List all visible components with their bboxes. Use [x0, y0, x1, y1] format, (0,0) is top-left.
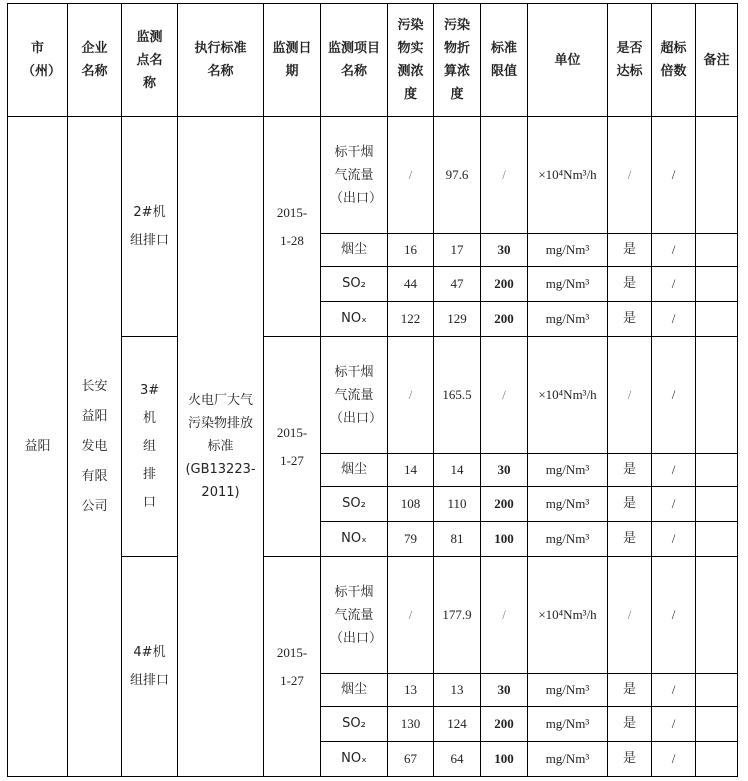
converted-cell: 64: [434, 742, 481, 777]
remark-cell: [696, 267, 738, 302]
measured-cell: 14: [388, 454, 434, 487]
exceed-cell: /: [652, 522, 696, 557]
header-standard: 执行标准名称: [178, 4, 264, 117]
measured-cell: 79: [388, 522, 434, 557]
limit-cell: /: [481, 557, 528, 674]
exceed-cell: /: [652, 674, 696, 707]
exceed-cell: /: [652, 337, 696, 454]
header-exceed: 超标倍数: [652, 4, 696, 117]
item-cell: 烟尘: [321, 234, 388, 267]
remark-cell: [696, 557, 738, 674]
item-cell: NOₓ: [321, 522, 388, 557]
table-body: [8, 117, 738, 777]
measured-cell: 67: [388, 742, 434, 777]
measured-cell: /: [388, 117, 434, 234]
converted-cell: 97.6: [434, 117, 481, 234]
compliant-cell: 是: [608, 267, 652, 302]
exceed-cell: /: [652, 302, 696, 337]
limit-cell: 200: [481, 707, 528, 742]
measured-cell: /: [388, 557, 434, 674]
exceed-cell: /: [652, 487, 696, 522]
header-limit: 标准限值: [481, 4, 528, 117]
unit-cell: ×10⁴Nm³/h: [528, 337, 608, 454]
unit-cell: mg/Nm³: [528, 522, 608, 557]
compliant-cell: 是: [608, 522, 652, 557]
converted-cell: 47: [434, 267, 481, 302]
converted-cell: 177.9: [434, 557, 481, 674]
converted-cell: 17: [434, 234, 481, 267]
remark-cell: [696, 674, 738, 707]
remark-cell: [696, 487, 738, 522]
converted-cell: 13: [434, 674, 481, 707]
unit-cell: mg/Nm³: [528, 674, 608, 707]
compliant-cell: 是: [608, 742, 652, 777]
date-cell: 2015-1-27: [264, 557, 321, 777]
remark-cell: [696, 234, 738, 267]
limit-cell: 100: [481, 742, 528, 777]
compliant-cell: /: [608, 117, 652, 234]
table-row: [8, 117, 738, 234]
compliant-cell: /: [608, 557, 652, 674]
item-cell: NOₓ: [321, 302, 388, 337]
point-cell: 3#机组排口: [122, 337, 178, 557]
exceed-cell: /: [652, 267, 696, 302]
company-cell: 长安益阳发电有限公司: [68, 117, 122, 777]
item-cell: SO₂: [321, 267, 388, 302]
unit-cell: mg/Nm³: [528, 234, 608, 267]
exceed-cell: /: [652, 117, 696, 234]
measured-cell: 13: [388, 674, 434, 707]
item-cell: 烟尘: [321, 454, 388, 487]
compliant-cell: 是: [608, 302, 652, 337]
remark-cell: [696, 454, 738, 487]
header-city: 市（州）: [8, 4, 68, 117]
converted-cell: 14: [434, 454, 481, 487]
header-converted: 污染物折算浓度: [434, 4, 481, 117]
exceed-cell: /: [652, 742, 696, 777]
remark-cell: [696, 707, 738, 742]
limit-cell: 30: [481, 234, 528, 267]
compliant-cell: 是: [608, 674, 652, 707]
item-cell: 标干烟气流量（出口）: [321, 557, 388, 674]
measured-cell: 16: [388, 234, 434, 267]
converted-cell: 110: [434, 487, 481, 522]
compliant-cell: 是: [608, 234, 652, 267]
header-company: 企业名称: [68, 4, 122, 117]
limit-cell: 200: [481, 267, 528, 302]
converted-cell: 81: [434, 522, 481, 557]
point-cell: 2#机组排口: [122, 117, 178, 337]
item-cell: NOₓ: [321, 742, 388, 777]
remark-cell: [696, 742, 738, 777]
converted-cell: 165.5: [434, 337, 481, 454]
remark-cell: [696, 302, 738, 337]
unit-cell: mg/Nm³: [528, 742, 608, 777]
compliant-cell: 是: [608, 454, 652, 487]
unit-cell: mg/Nm³: [528, 302, 608, 337]
item-cell: 标干烟气流量（出口）: [321, 117, 388, 234]
measured-cell: 44: [388, 267, 434, 302]
limit-cell: /: [481, 117, 528, 234]
unit-cell: mg/Nm³: [528, 707, 608, 742]
item-cell: 烟尘: [321, 674, 388, 707]
header-unit: 单位: [528, 4, 608, 117]
compliant-cell: 是: [608, 707, 652, 742]
limit-cell: 30: [481, 454, 528, 487]
limit-cell: 200: [481, 302, 528, 337]
header-point: 监测点名称: [122, 4, 178, 117]
unit-cell: mg/Nm³: [528, 487, 608, 522]
header-compliant: 是否达标: [608, 4, 652, 117]
remark-cell: [696, 522, 738, 557]
monitoring-table: [7, 3, 738, 777]
city-cell: 益阳: [8, 117, 68, 777]
header-measured: 污染物实测浓度: [388, 4, 434, 117]
date-cell: 2015-1-28: [264, 117, 321, 337]
exceed-cell: /: [652, 557, 696, 674]
unit-cell: mg/Nm³: [528, 267, 608, 302]
measured-cell: 122: [388, 302, 434, 337]
measured-cell: 130: [388, 707, 434, 742]
unit-cell: mg/Nm³: [528, 454, 608, 487]
header-item: 监测项目名称: [321, 4, 388, 117]
item-cell: SO₂: [321, 707, 388, 742]
limit-cell: 100: [481, 522, 528, 557]
exceed-cell: /: [652, 707, 696, 742]
unit-cell: ×10⁴Nm³/h: [528, 557, 608, 674]
standard-cell: 火电厂大气污染物排放标准(GB13223-2011): [178, 117, 264, 777]
exceed-cell: /: [652, 454, 696, 487]
compliant-cell: /: [608, 337, 652, 454]
point-cell: 4#机组排口: [122, 557, 178, 777]
limit-cell: 30: [481, 674, 528, 707]
header-date: 监测日期: [264, 4, 321, 117]
header-row: [8, 4, 738, 117]
converted-cell: 124: [434, 707, 481, 742]
measured-cell: /: [388, 337, 434, 454]
measured-cell: 108: [388, 487, 434, 522]
converted-cell: 129: [434, 302, 481, 337]
remark-cell: [696, 337, 738, 454]
limit-cell: 200: [481, 487, 528, 522]
item-cell: SO₂: [321, 487, 388, 522]
exceed-cell: /: [652, 234, 696, 267]
header-remark: 备注: [696, 4, 738, 117]
unit-cell: ×10⁴Nm³/h: [528, 117, 608, 234]
remark-cell: [696, 117, 738, 234]
limit-cell: /: [481, 337, 528, 454]
date-cell: 2015-1-27: [264, 337, 321, 557]
item-cell: 标干烟气流量（出口）: [321, 337, 388, 454]
compliant-cell: 是: [608, 487, 652, 522]
